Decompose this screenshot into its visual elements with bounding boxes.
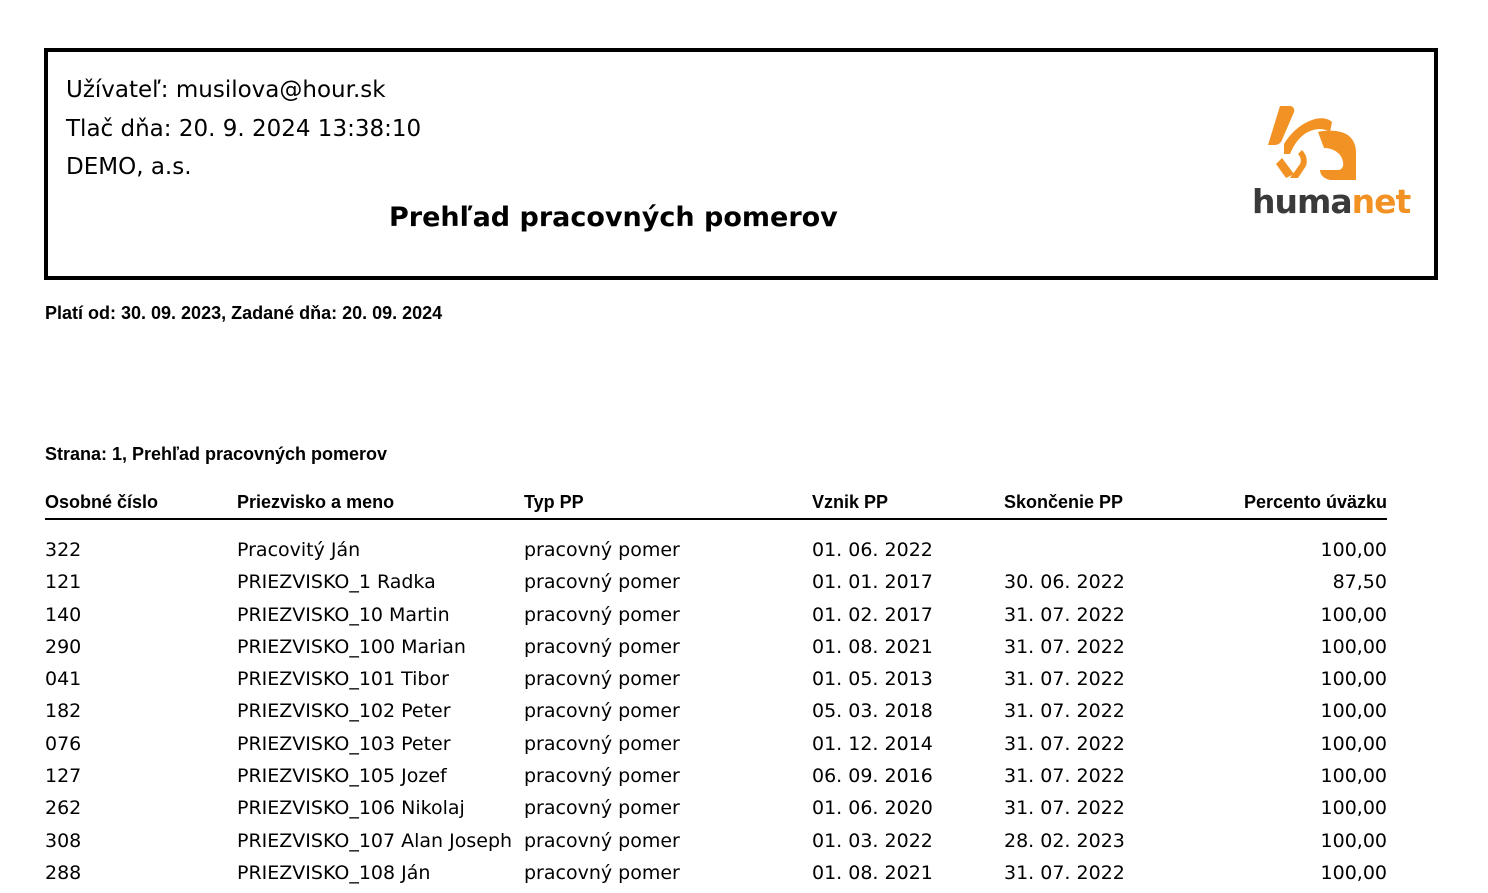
cell-end: 31. 07. 2022 — [1004, 797, 1125, 820]
cell-start: 01. 05. 2013 — [812, 668, 933, 691]
cell-name: PRIEZVISKO_105 Jozef — [237, 765, 447, 788]
employment-table — [45, 490, 1387, 893]
col-header-start: Vznik PP — [812, 492, 889, 512]
report-title: Prehľad pracovných pomerov — [389, 202, 838, 233]
col-header-percentage: Percento úväzku — [1243, 492, 1387, 512]
cell-end: 31. 07. 2022 — [1004, 668, 1125, 691]
print-date-line: Tlač dňa: 20. 9. 2024 13:38:10 — [66, 116, 422, 142]
cell-percentage: 87,50 — [1332, 571, 1387, 594]
cell-type: pracovný pomer — [524, 829, 680, 852]
table-row — [45, 861, 1387, 893]
cell-start: 01. 08. 2021 — [812, 861, 933, 884]
cell-end: 31. 07. 2022 — [1004, 700, 1125, 723]
page-line: Strana: 1, Prehľad pracovných pomerov — [45, 444, 388, 464]
cell-name: PRIEZVISKO_106 Nikolaj — [237, 797, 465, 820]
table-row — [45, 538, 1387, 570]
cell-type: pracovný pomer — [524, 668, 680, 691]
cell-personal-number: 140 — [45, 603, 82, 626]
cell-start: 01. 12. 2014 — [812, 732, 933, 755]
cell-percentage: 100,00 — [1320, 797, 1387, 820]
cell-personal-number: 288 — [45, 861, 82, 884]
cell-name: Pracovitý Ján — [237, 539, 361, 561]
table-row — [45, 603, 1387, 635]
cell-start: 01. 08. 2021 — [812, 635, 933, 658]
cell-name: PRIEZVISKO_10 Martin — [237, 603, 450, 626]
cell-type: pracovný pomer — [524, 700, 680, 723]
cell-name: PRIEZVISKO_101 Tibor — [237, 668, 449, 691]
cell-name: PRIEZVISKO_107 Alan Joseph — [237, 829, 513, 852]
cell-start: 01. 01. 2017 — [812, 571, 933, 594]
validity-line: Platí od: 30. 09. 2023, Zadané dňa: 20. 09. 2024 — [45, 303, 443, 323]
cell-personal-number: 041 — [45, 668, 82, 691]
cell-percentage: 100,00 — [1320, 635, 1387, 658]
cell-percentage: 100,00 — [1320, 668, 1387, 691]
table-row — [45, 667, 1387, 699]
table-row — [45, 764, 1387, 796]
table-header — [45, 490, 1387, 520]
cell-name: PRIEZVISKO_1 Radka — [237, 571, 436, 594]
cell-name: PRIEZVISKO_108 Ján — [237, 861, 431, 884]
cell-type: pracovný pomer — [524, 732, 680, 755]
cell-end: 30. 06. 2022 — [1004, 571, 1125, 594]
table-body — [45, 538, 1387, 893]
cell-personal-number: 322 — [45, 539, 82, 561]
cell-type: pracovný pomer — [524, 571, 680, 594]
cell-personal-number: 182 — [45, 700, 82, 723]
cell-percentage: 100,00 — [1320, 700, 1387, 723]
cell-start: 01. 06. 2022 — [812, 539, 933, 561]
col-header-personal-number: Osobné číslo — [45, 492, 159, 512]
cell-percentage: 100,00 — [1320, 732, 1387, 755]
cell-type: pracovný pomer — [524, 797, 680, 820]
logo-text-part1: huma — [1252, 182, 1352, 221]
cell-personal-number: 290 — [45, 635, 82, 658]
col-header-name: Priezvisko a meno — [237, 492, 395, 512]
cell-personal-number: 262 — [45, 797, 82, 820]
table-row — [45, 796, 1387, 828]
cell-start: 01. 03. 2022 — [812, 829, 933, 852]
cell-end: 28. 02. 2023 — [1004, 829, 1125, 852]
company-line: DEMO, a.s. — [66, 154, 192, 180]
cell-start: 01. 02. 2017 — [812, 603, 933, 626]
humanet-logo-text — [1252, 182, 1410, 222]
col-header-type: Typ PP — [524, 492, 584, 512]
table-row — [45, 732, 1387, 764]
humanet-logo-icon — [1246, 102, 1366, 182]
table-row — [45, 829, 1387, 861]
cell-personal-number: 127 — [45, 765, 82, 788]
cell-end: 31. 07. 2022 — [1004, 635, 1125, 658]
cell-type: pracovný pomer — [524, 765, 680, 788]
cell-end: 31. 07. 2022 — [1004, 603, 1125, 626]
cell-type: pracovný pomer — [524, 539, 680, 561]
cell-percentage: 100,00 — [1320, 765, 1387, 788]
cell-type: pracovný pomer — [524, 603, 680, 626]
cell-percentage: 100,00 — [1320, 539, 1387, 561]
cell-name: PRIEZVISKO_102 Peter — [237, 700, 451, 723]
cell-personal-number: 076 — [45, 732, 82, 755]
cell-name: PRIEZVISKO_100 Marian — [237, 635, 466, 658]
cell-end: 31. 07. 2022 — [1004, 861, 1125, 884]
cell-percentage: 100,00 — [1320, 603, 1387, 626]
table-row — [45, 635, 1387, 667]
col-header-end: Skončenie PP — [1004, 492, 1124, 512]
cell-start: 01. 06. 2020 — [812, 797, 933, 820]
cell-start: 05. 03. 2018 — [812, 700, 933, 723]
cell-end: 31. 07. 2022 — [1004, 765, 1125, 788]
table-row — [45, 570, 1387, 602]
cell-percentage: 100,00 — [1320, 829, 1387, 852]
cell-end: 31. 07. 2022 — [1004, 732, 1125, 755]
table-row — [45, 699, 1387, 731]
cell-personal-number: 308 — [45, 829, 82, 852]
cell-personal-number: 121 — [45, 571, 82, 594]
cell-start: 06. 09. 2016 — [812, 765, 933, 788]
cell-type: pracovný pomer — [524, 635, 680, 658]
cell-percentage: 100,00 — [1320, 861, 1387, 884]
report-header — [44, 48, 1438, 280]
humanet-logo — [1246, 102, 1414, 228]
user-line: Užívateľ: musilova@hour.sk — [66, 77, 386, 103]
cell-name: PRIEZVISKO_103 Peter — [237, 732, 451, 755]
logo-text-part2: net — [1351, 182, 1411, 221]
cell-type: pracovný pomer — [524, 861, 680, 884]
